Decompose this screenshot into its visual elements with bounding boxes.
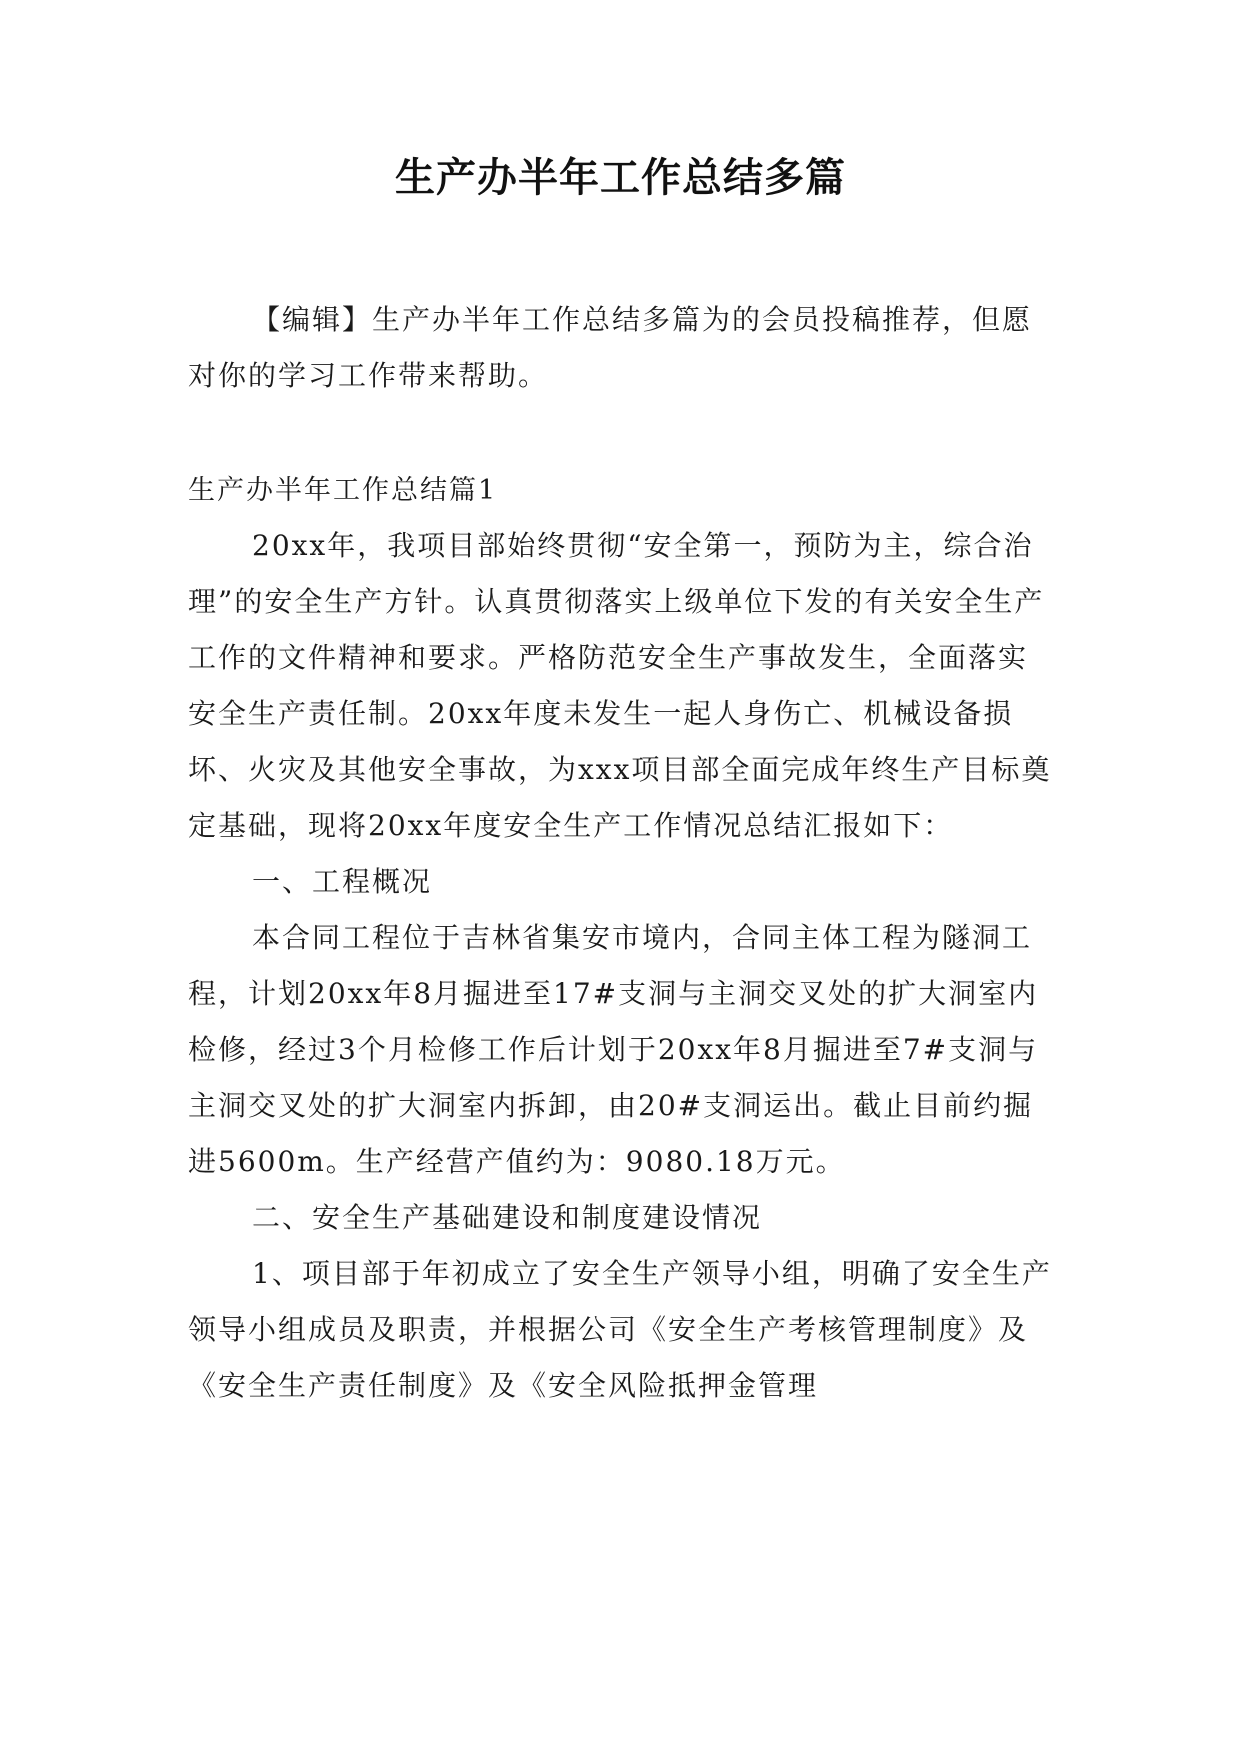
section-heading: 生产办半年工作总结篇1 bbox=[188, 475, 498, 506]
paragraph-safety-leadership: 1、项目部于年初成立了安全生产领导小组，明确了安全生产领导小组成员及职责，并根据公司《安全生产考核管理制度》及《安全生产责任制度》及《安全风险抵押金管理 bbox=[188, 1257, 1052, 1402]
paragraph-summary: 20xx年，我项目部始终贯彻“安全第一，预防为主，综合治理”的安全生产方针。认真贯彻落实上级单位下发的有关安全生产工作的文件精神和要求。严格防范安全生产事故发生，全面落实安全生产责任制。20xx年度未发生一起人身伤亡、机械设备损坏、火灾及其他安全事故，为xxx项目部全面完成年终生产目标奠定基础，现将20xx年度安全生产工作情况总结汇报如下： bbox=[188, 529, 1052, 842]
main-content bbox=[188, 518, 1052, 1414]
subheading-safety-construction: 二、安全生产基础建设和制度建设情况 bbox=[252, 1201, 763, 1234]
document-title: 生产办半年工作总结多篇 bbox=[395, 155, 846, 201]
intro-paragraph: 【编辑】生产办半年工作总结多篇为的会员投稿推荐，但愿对你的学习工作带来帮助。 bbox=[188, 303, 1033, 392]
paragraph-project-overview: 本合同工程位于吉林省集安市境内，合同主体工程为隧洞工程，计划20xx年8月掘进至17#支洞与主洞交叉处的扩大洞室内检修，经过3个月检修工作后计划于20xx年8月掘进至7#支洞与主洞交叉处的扩大洞室内拆卸，由20#支洞运出。截止目前约掘进5600m。生产经营产值约为：9080.18万元。 bbox=[188, 921, 1039, 1178]
subheading-project-overview: 一、工程概况 bbox=[252, 865, 433, 898]
